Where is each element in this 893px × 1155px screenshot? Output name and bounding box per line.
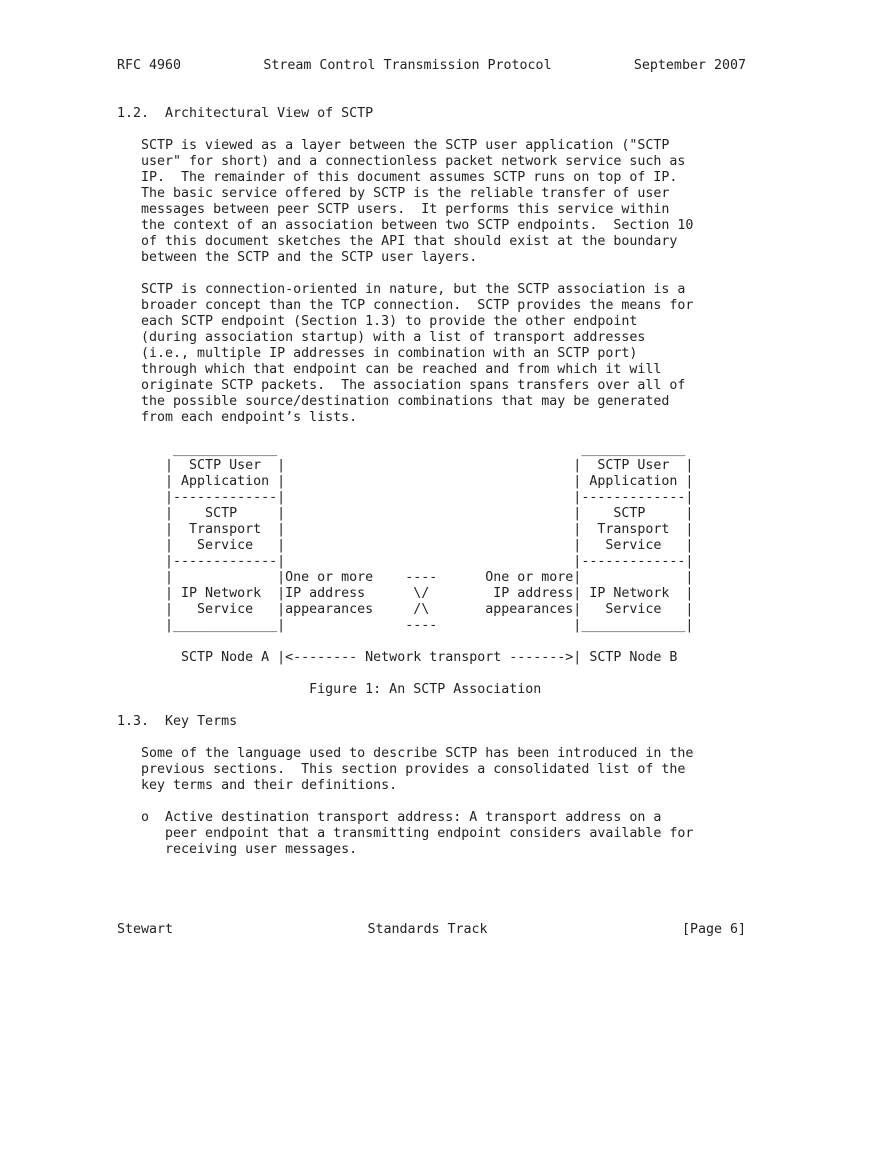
figure-line: _____________ _____________ [117, 442, 686, 457]
paragraph-line: between the SCTP and the SCTP user layers. [117, 250, 478, 265]
section-1-3-paragraph-1 [117, 746, 817, 794]
figure-line: | Transport | | Transport | [117, 522, 694, 537]
figure-line: |_____________| ---- |_____________| [117, 618, 694, 633]
header-date: September 2007 [633, 58, 746, 73]
footer-page-number: [Page 6] [681, 922, 746, 937]
figure-line [117, 634, 817, 650]
paragraph-line: SCTP is connection-oriented in nature, but the SCTP association is a [117, 282, 686, 297]
figure-line: |-------------| |-------------| [117, 554, 694, 569]
paragraph-line: broader concept than the TCP connection. SCTP provides the means for [117, 298, 694, 313]
page-footer [117, 922, 746, 938]
figure-caption: Figure 1: An SCTP Association [117, 682, 542, 697]
paragraph-line: the possible source/destination combinations that may be generated [117, 394, 670, 409]
figure-line: | Application | | Application | [117, 474, 694, 489]
section-1-2-paragraph-1 [117, 138, 817, 266]
key-term-active-destination [117, 810, 817, 858]
paragraph-line: from each endpoint’s lists. [117, 410, 358, 425]
section-1-2-paragraph-2 [117, 282, 817, 426]
header-title: Stream Control Transmission Protocol [263, 58, 552, 73]
figure-line: | SCTP User | | SCTP User | [117, 458, 694, 473]
page-header [117, 58, 746, 74]
paragraph-line: Some of the language used to describe SCTP has been introduced in the [117, 746, 694, 761]
paragraph-line: The basic service offered by SCTP is the reliable transfer of user [117, 186, 670, 201]
figure-line: | Service |appearances /\ appearances| Service | [117, 602, 694, 617]
figure-line: |-------------| |-------------| [117, 490, 694, 505]
paragraph-line: of this document sketches the API that should exist at the boundary [117, 234, 678, 249]
paragraph-line: through which that endpoint can be reached and from which it will [117, 362, 662, 377]
paragraph-line: SCTP is viewed as a layer between the SCTP user application ("SCTP [117, 138, 670, 153]
figure-line: SCTP Node A |<-------- Network transport ------->| SCTP Node B [117, 650, 678, 665]
header-rfc-number: RFC 4960 [117, 58, 182, 73]
rfc-page [117, 58, 817, 938]
footer-category: Standards Track [367, 922, 488, 937]
paragraph-line: messages between peer SCTP users. It performs this service within [117, 202, 670, 217]
figure-line: | |One or more ---- One or more| | [117, 570, 694, 585]
bullet-line: peer endpoint that a transmitting endpoint considers available for [117, 826, 694, 841]
footer-author: Stewart [117, 922, 174, 937]
section-1-2-heading: 1.2. Architectural View of SCTP [117, 106, 374, 121]
paragraph-line: the context of an association between two SCTP endpoints. Section 10 [117, 218, 694, 233]
figure-line: | Service | | Service | [117, 538, 694, 553]
paragraph-line: user" for short) and a connectionless packet network service such as [117, 154, 686, 169]
figure-line: | SCTP | | SCTP | [117, 506, 694, 521]
paragraph-line: previous sections. This section provides a consolidated list of the [117, 762, 686, 777]
bullet-line: receiving user messages. [117, 842, 358, 857]
paragraph-line: (during association startup) with a list of transport addresses [117, 330, 646, 345]
paragraph-line: each SCTP endpoint (Section 1.3) to provide the other endpoint [117, 314, 638, 329]
sctp-association-figure [117, 442, 817, 666]
paragraph-line: key terms and their definitions. [117, 778, 398, 793]
section-1-3-heading: 1.3. Key Terms [117, 714, 238, 729]
bullet-line: o Active destination transport address: A transport address on a [117, 810, 662, 825]
paragraph-line: originate SCTP packets. The association spans transfers over all of [117, 378, 686, 393]
paragraph-line: IP. The remainder of this document assumes SCTP runs on top of IP. [117, 170, 678, 185]
paragraph-line: (i.e., multiple IP addresses in combination with an SCTP port) [117, 346, 638, 361]
figure-line: | IP Network |IP address \/ IP address| IP Network | [117, 586, 694, 601]
